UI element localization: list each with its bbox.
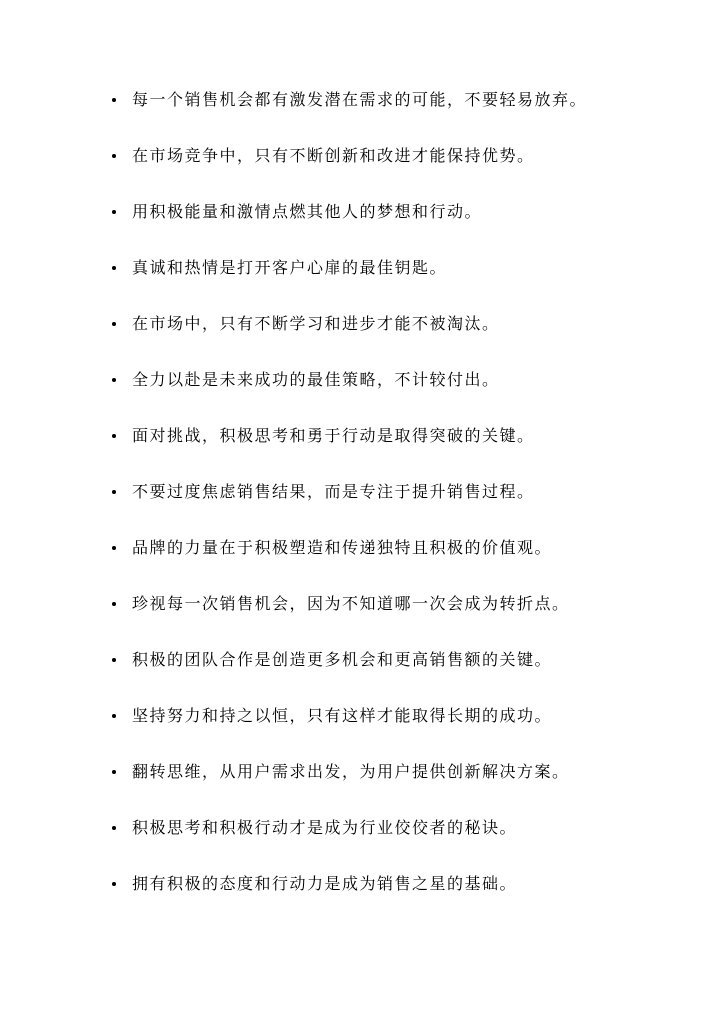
list-item	[112, 870, 702, 926]
list-item-text: 用积极能量和激情点燃其他人的梦想和行动。	[132, 202, 483, 221]
list-item-text: 品牌的力量在于积极塑造和传递独特且积极的价值观。	[132, 538, 553, 557]
bullet-icon	[112, 826, 116, 830]
bullet-list	[112, 86, 702, 926]
list-item-text: 面对挑战，积极思考和勇于行动是取得突破的关键。	[132, 426, 535, 445]
list-item	[112, 198, 702, 254]
bullet-icon	[112, 210, 116, 214]
bullet-icon	[112, 714, 116, 718]
bullet-icon	[112, 546, 116, 550]
list-item-text: 在市场中，只有不断学习和进步才能不被淘汰。	[132, 314, 500, 333]
bullet-icon	[112, 490, 116, 494]
list-item-text: 积极的团队合作是创造更多机会和更高销售额的关键。	[132, 650, 553, 669]
bullet-icon	[112, 602, 116, 606]
list-item	[112, 422, 702, 478]
bullet-icon	[112, 266, 116, 270]
list-item	[112, 86, 702, 142]
list-item	[112, 254, 702, 310]
bullet-icon	[112, 770, 116, 774]
list-item	[112, 478, 702, 534]
list-item-text: 积极思考和积极行动才是成为行业佼佼者的秘诀。	[132, 818, 518, 837]
list-item	[112, 702, 702, 758]
list-item-text: 坚持努力和持之以恒，只有这样才能取得长期的成功。	[132, 706, 553, 725]
list-item-text: 不要过度焦虑销售结果，而是专注于提升销售过程。	[132, 482, 535, 501]
bullet-icon	[112, 154, 116, 158]
bullet-icon	[112, 882, 116, 886]
list-item	[112, 310, 702, 366]
list-item	[112, 534, 702, 590]
list-item-text: 在市场竞争中，只有不断创新和改进才能保持优势。	[132, 146, 535, 165]
list-item-text: 真诚和热情是打开客户心扉的最佳钥匙。	[132, 258, 448, 277]
bullet-icon	[112, 658, 116, 662]
list-item	[112, 646, 702, 702]
list-item-text: 拥有积极的态度和行动力是成为销售之星的基础。	[132, 874, 518, 893]
bullet-icon	[112, 322, 116, 326]
list-item	[112, 366, 702, 422]
list-item	[112, 590, 702, 646]
list-item-text: 珍视每一次销售机会，因为不知道哪一次会成为转折点。	[132, 594, 570, 613]
list-item-text: 每一个销售机会都有激发潜在需求的可能，不要轻易放弃。	[132, 90, 588, 109]
list-item	[112, 758, 702, 814]
list-item	[112, 142, 702, 198]
bullet-icon	[112, 378, 116, 382]
bullet-icon	[112, 434, 116, 438]
list-item	[112, 814, 702, 870]
list-item-text: 翻转思维，从用户需求出发，为用户提供创新解决方案。	[132, 762, 570, 781]
list-item-text: 全力以赴是未来成功的最佳策略，不计较付出。	[132, 370, 500, 389]
bullet-icon	[112, 98, 116, 102]
